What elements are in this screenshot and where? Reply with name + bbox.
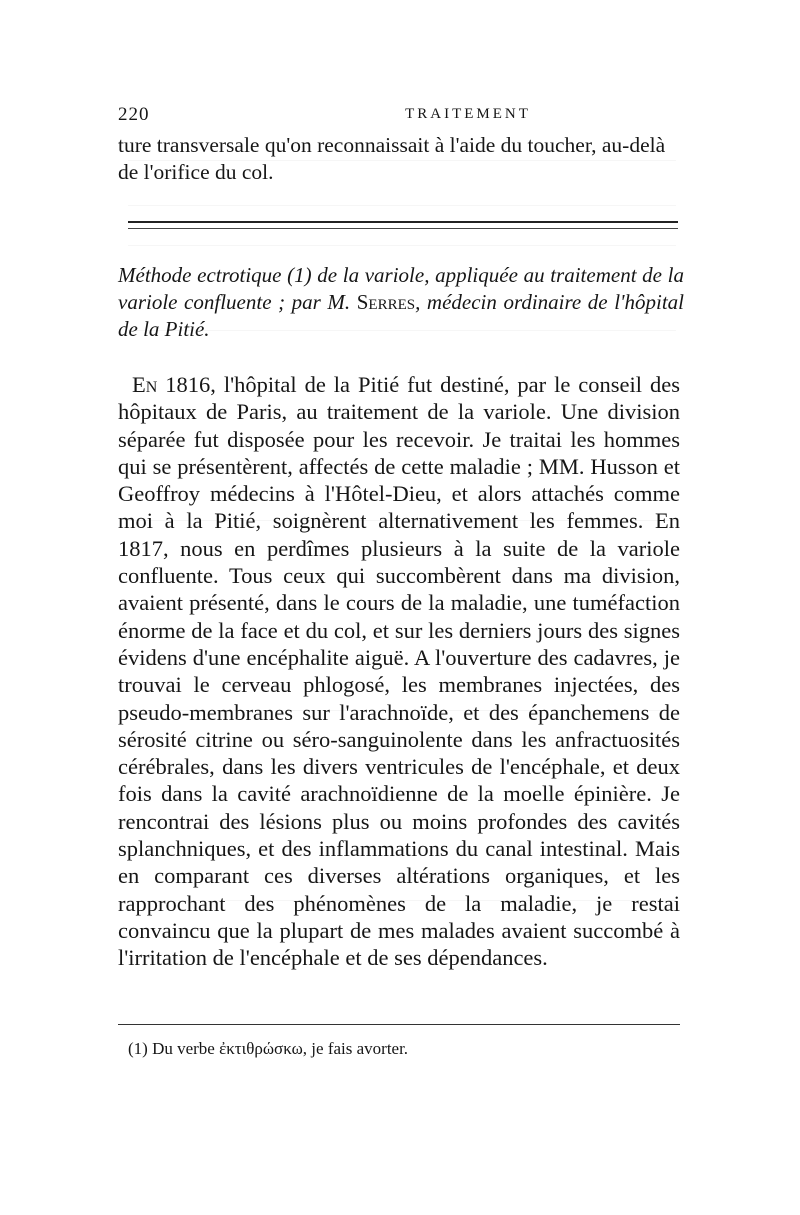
- section-divider: [128, 221, 678, 229]
- running-head: [118, 104, 678, 130]
- carryover-paragraph: ture transversale qu'on reconnaissait à l'aide du toucher, au-delà de l'orifice du col.: [118, 133, 666, 184]
- footnote: (1) Du verbe ἐκτιθρώσκω, je fais avorter.: [128, 1039, 409, 1058]
- article-author: Serres: [356, 290, 416, 314]
- footnote-divider: [118, 1024, 680, 1025]
- page-number: 220: [118, 104, 150, 125]
- running-title: TRAITEMENT: [405, 106, 531, 122]
- article-body: [118, 371, 680, 972]
- article-title-suffix: , médecin ordinaire de l'hôpital de la Pitié.: [118, 290, 685, 341]
- article-title: [118, 262, 684, 343]
- article-title-text: Méthode ectrotique (1) de la variole, appliquée au traitement de la variole confluente ; par M.: [118, 263, 684, 314]
- body-text: 1816, l'hôpital de la Pitié fut destiné, par le conseil des hôpitaux de Paris, au traitement de la variole. Une division séparée fut disposée pour les recevoir. Je traitai les hommes qui se présentèrent, affectés de cette maladie ; MM. Husson et Geoffroy médecins à l'Hôtel-Dieu, et alors attachés comme moi à la Pitié, soignèrent alternativement les femmes. En 1817, nous en perdîmes plusieurs à la suite de la variole confluente. Tous ceux qui succombèrent dans ma division, avaient présenté, dans le cours de la maladie, une tuméfaction énorme de la face et du col, et sur les derniers jours des signes évidens d'une encéphalite aiguë. A l'ouverture des cadavres, je trouvai le cerveau phlogosé, les membranes injectées, des pseudo-membranes sur l'arachnoïde, et des épanchemens de sérosité citrine ou séro-sanguinolente dans les anfractuosités cérébrales, dans les divers ventricules de l'encéphale, et deux fois dans la cavité arachnoïdienne de la moelle épinière. Je rencontrai des lésions plus ou moins profondes des cavités splanchniques, et des inflammations du canal intestinal. Mais en comparant ces diverses altérations organiques, et les rapprochant des phénomènes de la maladie, je restai convaincu que la plupart de mes malades avaient succombé à l'irritation de l'encéphale et de ses dépendances.: [118, 372, 680, 971]
- bleed-through-line: [128, 245, 676, 246]
- lead-word: En: [132, 372, 158, 397]
- bleed-through-line: [128, 205, 676, 206]
- body-paragraph: [118, 371, 680, 972]
